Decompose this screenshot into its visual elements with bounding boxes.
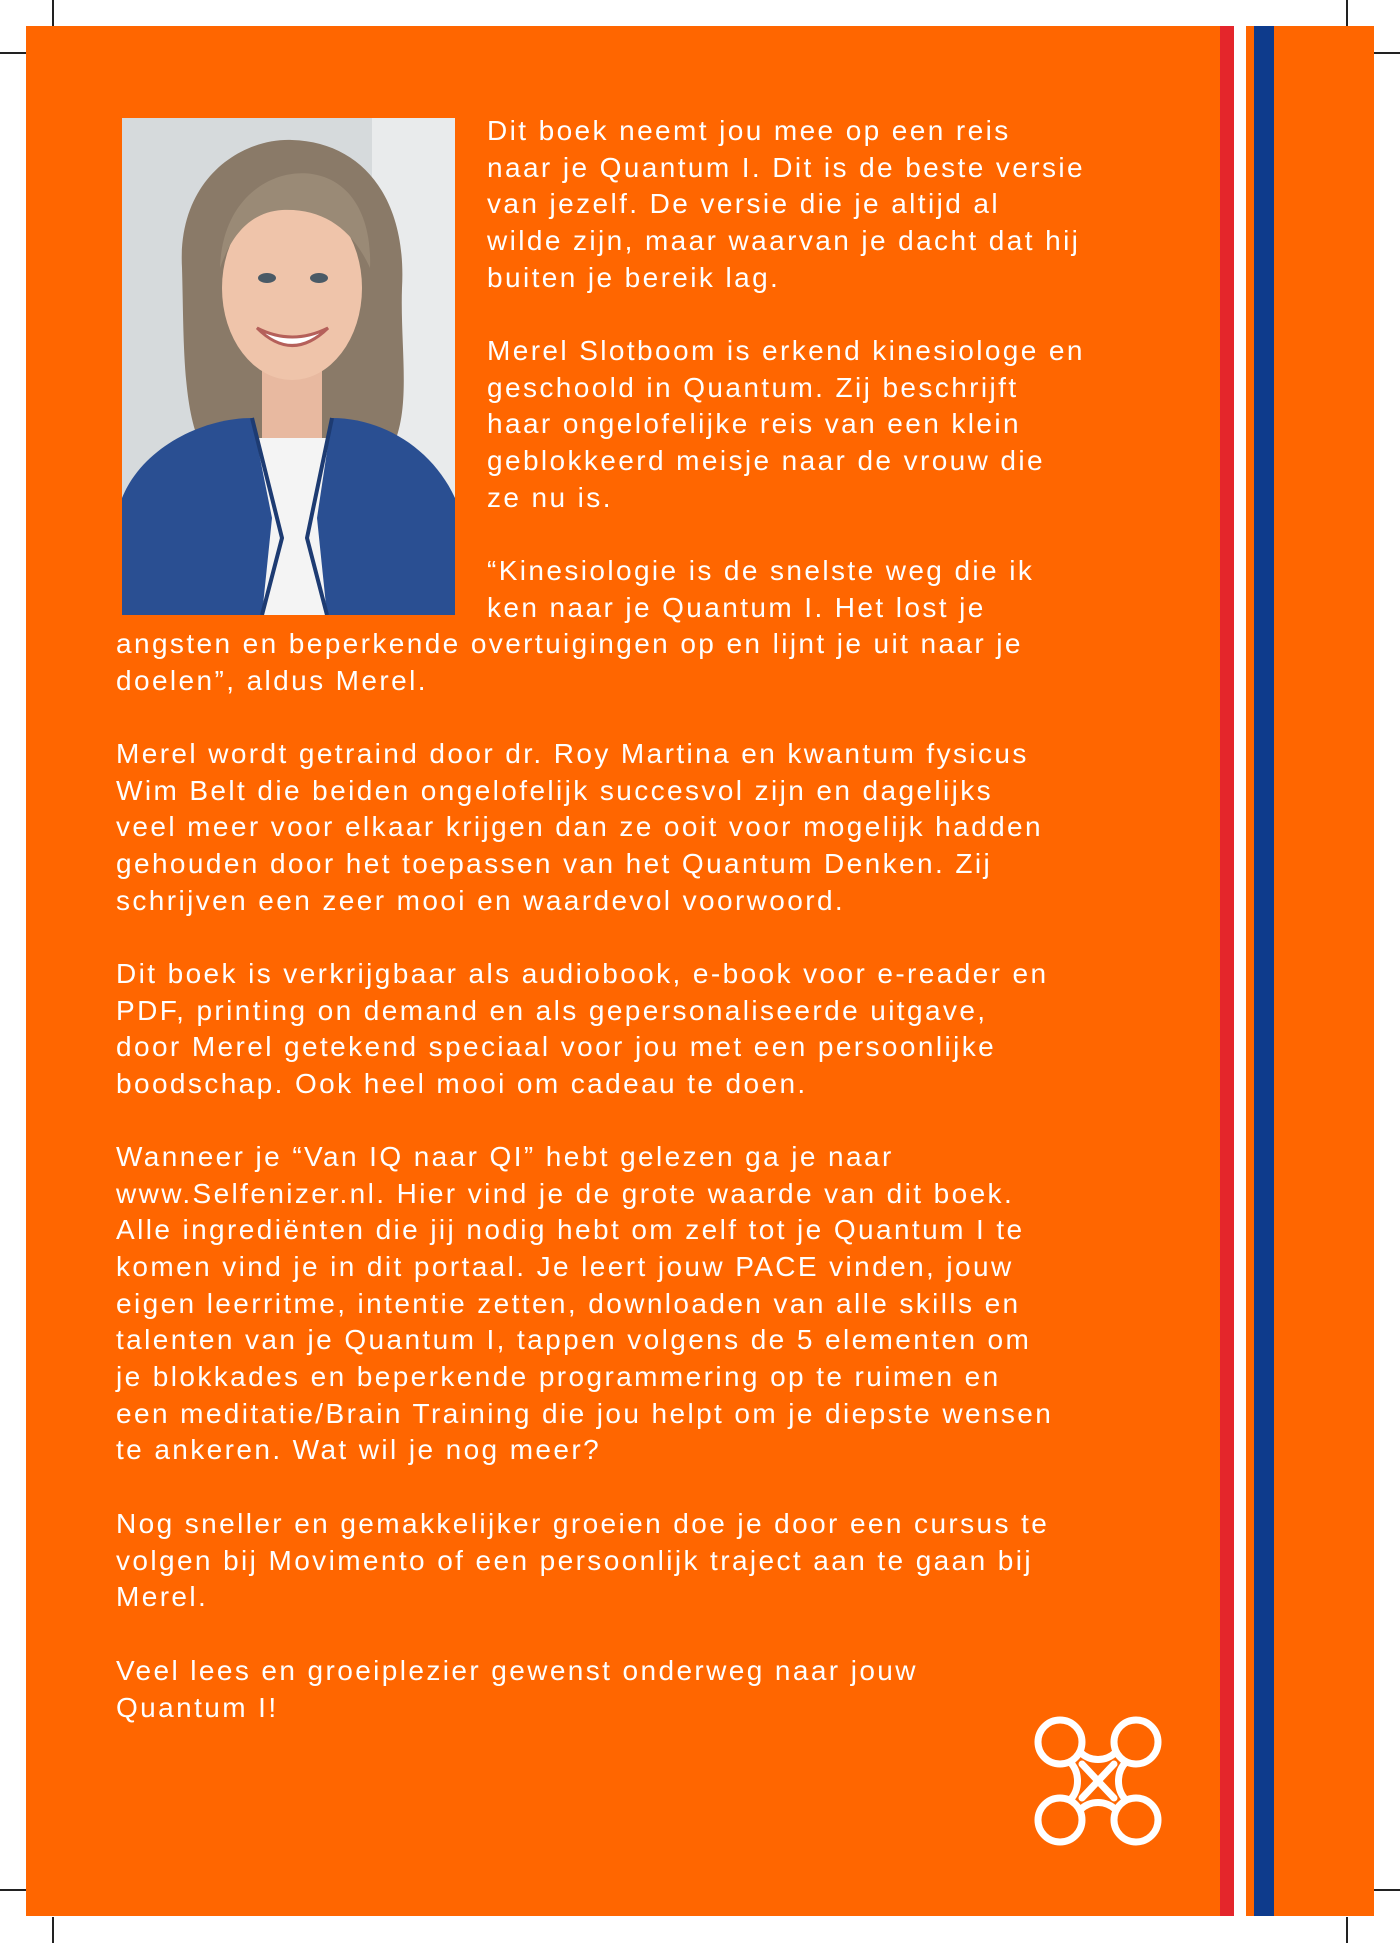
text-line: naar je Quantum I. Dit is de beste versie <box>487 152 1085 183</box>
crop-mark <box>0 1889 26 1891</box>
text-line: Merel Slotboom is erkend kinesiologe en <box>487 335 1085 366</box>
text-line: Veel lees en groeiplezier gewenst onderweg naar jouw <box>116 1655 918 1686</box>
crop-mark <box>1346 1917 1348 1943</box>
text-line: www.Selfenizer.nl. Hier vind je de grote waarde van dit boek. <box>116 1178 1015 1209</box>
text-line: ken naar je Quantum I. Het lost je <box>487 592 986 623</box>
text-line: geblokkeerd meisje naar de vrouw die <box>487 445 1045 476</box>
text-line: wilde zijn, maar waarvan je dacht dat hij <box>487 225 1081 256</box>
text-line: een meditatie/Brain Training die jou helpt om je diepste wensen <box>116 1398 1054 1429</box>
crop-mark <box>52 0 54 26</box>
crop-mark <box>1346 0 1348 26</box>
text-line: je blokkades en beperkende programmering op te ruimen en <box>116 1361 1001 1392</box>
text-line: talenten van je Quantum I, tappen volgens de 5 elementen om <box>116 1324 1032 1355</box>
text-line: Wanneer je “Van IQ naar QI” hebt gelezen ga je naar <box>116 1141 894 1172</box>
back-cover <box>26 26 1374 1916</box>
text-line: volgen bij Movimento of een persoonlijk traject aan te gaan bij <box>116 1545 1033 1576</box>
text-line: haar ongelofelijke reis van een klein <box>487 408 1021 439</box>
text-line: Nog sneller en gemakkelijker groeien doe je door een cursus te <box>116 1508 1050 1539</box>
text-line: Merel wordt getraind door dr. Roy Martina en kwantum fysicus <box>116 738 1029 769</box>
text-line: Wim Belt die beiden ongelofelijk succesvol zijn en dagelijks <box>116 775 994 806</box>
crop-mark <box>1374 1889 1400 1891</box>
author-photo <box>122 118 455 615</box>
text-line: doelen”, aldus Merel. <box>116 665 428 696</box>
text-line: geschoold in Quantum. Zij beschrijft <box>487 372 1019 403</box>
text-line: boodschap. Ook heel mooi om cadeau te doen. <box>116 1068 808 1099</box>
celtic-knot-icon <box>1028 1710 1168 1852</box>
text-line: ze nu is. <box>487 482 613 513</box>
text-line: angsten en beperkende overtuigingen op en lijnt je uit naar je <box>116 628 1023 659</box>
text-line: veel meer voor elkaar krijgen dan ze ooit voor mogelijk hadden <box>116 811 1044 842</box>
crop-mark <box>0 52 26 54</box>
text-line: gehouden door het toepassen van het Quantum Denken. Zij <box>116 848 993 879</box>
text-line: te ankeren. Wat wil je nog meer? <box>116 1434 602 1465</box>
text-line: eigen leerritme, intentie zetten, downloaden van alle skills en <box>116 1288 1021 1319</box>
text-line: Dit boek is verkrijgbaar als audiobook, e-book voor e-reader en <box>116 958 1049 989</box>
text-line: buiten je bereik lag. <box>487 262 781 293</box>
flag-stripe-red <box>1220 26 1234 1916</box>
text-line: Alle ingrediënten die jij nodig hebt om zelf tot je Quantum I te <box>116 1214 1025 1245</box>
flag-stripe-white <box>1234 26 1246 1916</box>
text-line: door Merel getekend speciaal voor jou met een persoonlijke <box>116 1031 997 1062</box>
flag-stripe-blue <box>1254 26 1274 1916</box>
crop-mark <box>1374 52 1400 54</box>
text-line: “Kinesiologie is de snelste weg die ik <box>487 555 1035 586</box>
crop-mark <box>52 1917 54 1943</box>
text-line: van jezelf. De versie die je altijd al <box>487 188 1000 219</box>
text-line: PDF, printing on demand en als gepersonaliseerde uitgave, <box>116 995 988 1026</box>
text-line: schrijven een zeer mooi en waardevol voorwoord. <box>116 885 846 916</box>
text-line: Merel. <box>116 1581 209 1612</box>
text-line: Dit boek neemt jou mee op een reis <box>487 115 1011 146</box>
text-line: Quantum I! <box>116 1692 279 1723</box>
text-line: komen vind je in dit portaal. Je leert jouw PACE vinden, jouw <box>116 1251 1014 1282</box>
